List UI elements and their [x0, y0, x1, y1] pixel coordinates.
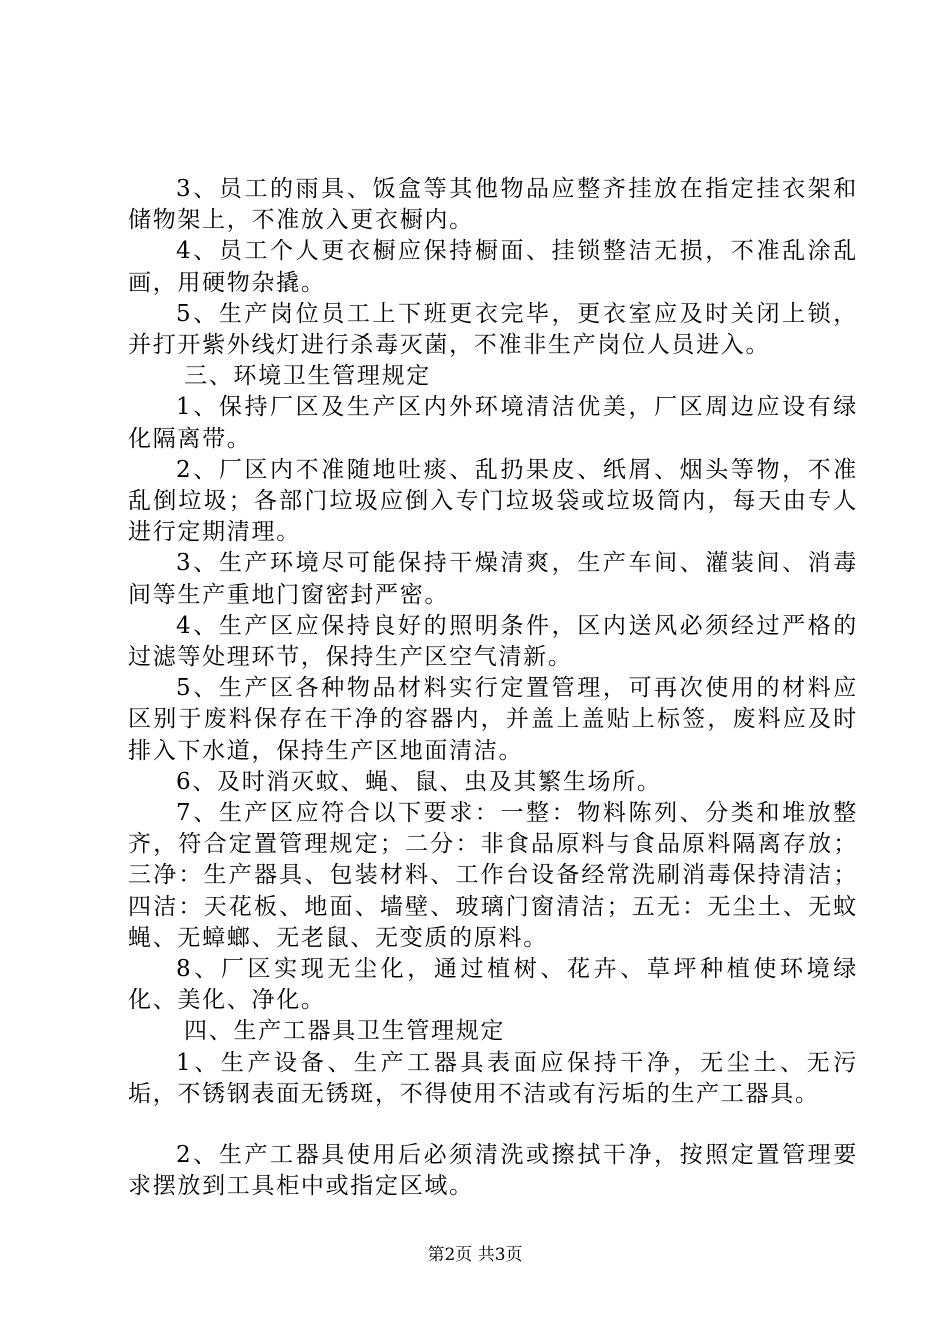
- paragraph-env-5: 5、生产区各种物品材料实行定置管理，可再次使用的材料应区别于废料保存在干净的容器内，并盖上盖贴上标签，废料应及时排入下水道，保持生产区地面清洁。: [128, 675, 858, 764]
- paragraph-tools-1: 1、生产设备、生产工器具表面应保持干净，无尘土、无污垢，不锈钢表面无锈斑，不得使用不洁或有污垢的生产工器具。: [128, 1049, 858, 1107]
- paragraph-env-1: 1、保持厂区及生产区内外环境清洁优美，厂区周边应设有绿化隔离带。: [128, 394, 858, 452]
- paragraph-item-3: 3、员工的雨具、饭盒等其他物品应整齐挂放在指定挂衣架和储物架上，不准放入更衣橱内。: [128, 176, 858, 234]
- paragraph-env-8: 8、厂区实现无尘化，通过植树、花卉、草坪种植使环境绿化、美化、净化。: [128, 956, 858, 1014]
- paragraph-env-4: 4、生产区应保持良好的照明条件，区内送风必须经过严格的过滤等处理环节，保持生产区空气清新。: [128, 612, 858, 671]
- paragraph-item-4: 4、员工个人更衣橱应保持橱面、挂锁整洁无损，不准乱涂乱画，用硬物杂撬。: [128, 238, 858, 296]
- section-heading-environment: 三、环境卫生管理规定: [184, 363, 431, 390]
- document-body: [128, 174, 858, 1203]
- page-number-footer: 第2页 共3页: [427, 1245, 523, 1265]
- paragraph-env-3: 3、生产环境尽可能保持干燥清爽，生产车间、灌装间、消毒间等生产重地门窗密封严密。: [128, 550, 858, 608]
- section-heading-tools: 四、生产工器具卫生管理规定: [184, 1018, 506, 1045]
- paragraph-tools-2: 2、生产工器具使用后必须清洗或擦拭干净，按照定置管理要求摆放到工具柜中或指定区域。: [128, 1142, 858, 1200]
- paragraph-item-5: 5、生产岗位员工上下班更衣完毕，更衣室应及时关闭上锁，并打开紫外线灯进行杀毒灭菌，不准非生产岗位人员进入。: [128, 300, 858, 359]
- paragraph-env-7: 7、生产区应符合以下要求：一整：物料陈列、分类和堆放整齐，符合定置管理规定；二分：非食品原料与食品原料隔离存放；三净：生产器具、包装材料、工作台设备经常洗刷消毒保持清洁；四洁：天花板、地面、墙壁、玻璃门窗清洁；五无：无尘土、无蚊蝇、无蟑螂、无老鼠、无变质的原料。: [128, 800, 858, 951]
- paragraph-env-6: 6、及时消灭蚊、蝇、鼠、虫及其繁生场所。: [176, 768, 662, 795]
- paragraph-env-2: 2、厂区内不准随地吐痰、乱扔果皮、纸屑、烟头等物，不准乱倒垃圾；各部门垃圾应倒入专门垃圾袋或垃圾筒内，每天由专人进行定期清理。: [128, 456, 858, 546]
